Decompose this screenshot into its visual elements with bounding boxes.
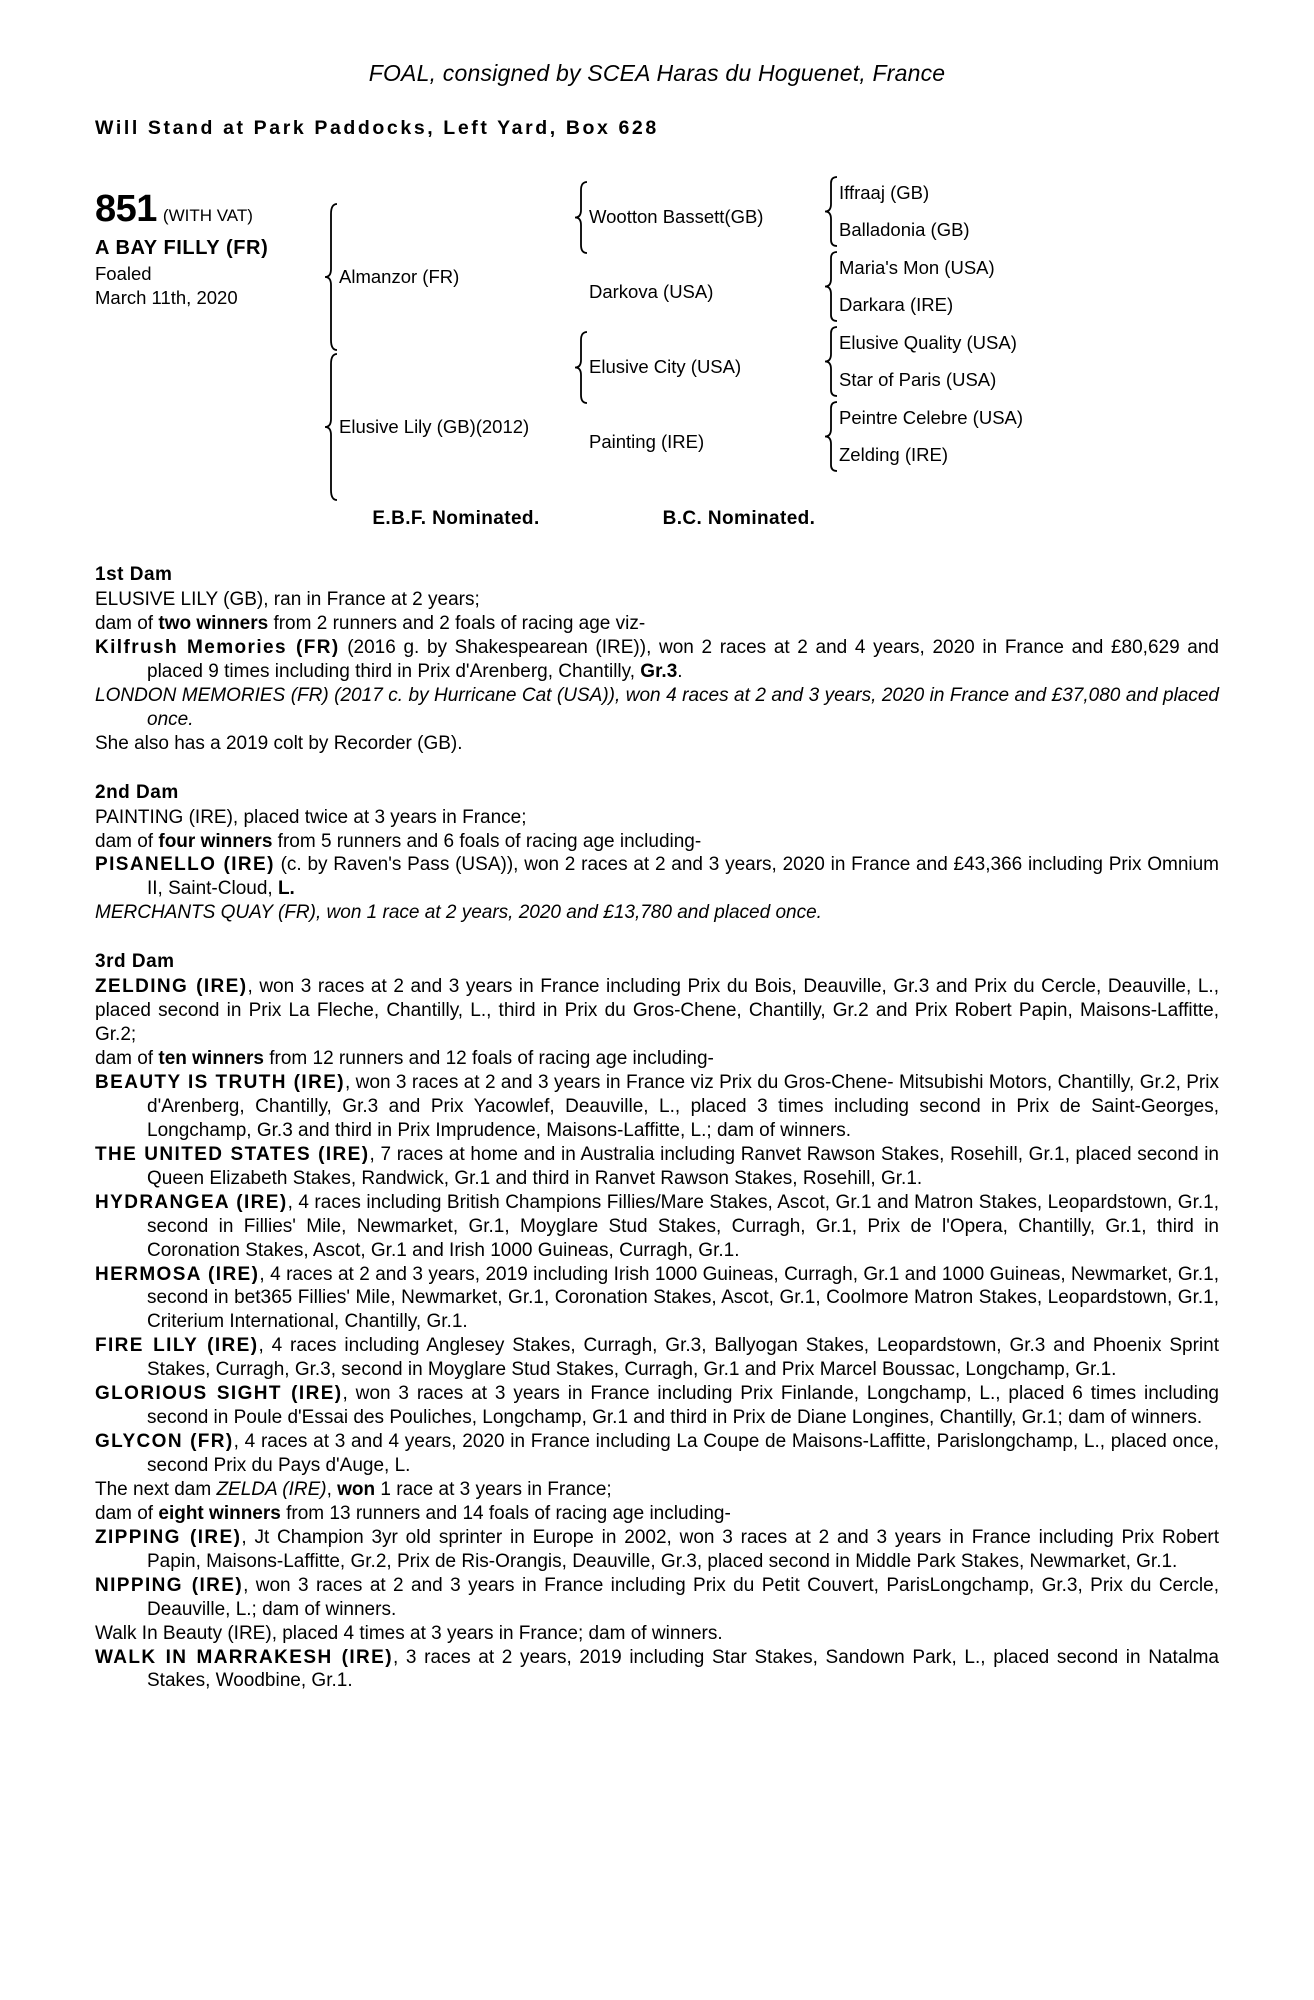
pedigree-generation-2 (573, 174, 823, 480)
gen3-name-2: Balladonia (GB) (839, 219, 970, 241)
gen2-name-3: Elusive City (USA) (589, 356, 742, 378)
progeny-name: FIRE LILY (IRE) (95, 1335, 259, 1357)
dam-name: Elusive Lily (GB) (339, 415, 476, 437)
foaled-date: March 11th, 2020 (95, 286, 238, 308)
gen3-name-5: Elusive Quality (USA) (839, 331, 1017, 353)
gen3-pair-3 (823, 324, 1088, 399)
brace-icon (823, 249, 839, 324)
brace-icon (823, 399, 839, 474)
stand-location-line: Will Stand at Park Paddocks, Left Yard, Box 628 (95, 117, 659, 139)
progeny-text: , 4 races at 2 and 3 years, 2019 including Irish 1000 Guineas, Curragh, Gr.1 and 1000 Guineas, Newmarket, Gr.1, second in bet365 Fillies' Mile, Newmarket, Gr.1, Coronation Stakes, Ascot, Gr.1, Coolmore Matron Stakes, Leopardstown, Gr.1, Criterium International, Chantilly, Gr.1. (147, 1263, 1220, 1333)
progeny-text: , won 3 races at 2 and 3 years in France including Prix du Petit Couvert, ParisLongchamp, Gr.3, Prix du Cercle, Deauville, L.; dam of winners. (147, 1574, 1220, 1620)
gen3-pair-2-names (839, 249, 995, 324)
damof-pre: dam of (95, 612, 159, 634)
progeny-entry (95, 636, 1219, 684)
next-dam-name: ZELDA (IRE) (216, 1478, 327, 1500)
damof-post: from 13 runners and 14 foals of racing age including- (280, 1502, 731, 1524)
gen3-pair-1 (823, 174, 1088, 249)
first-dam-damof (95, 612, 1219, 636)
damof-count: two winners (158, 612, 269, 634)
first-dam-intro: ELUSIVE LILY (GB), ran in France at 2 years; (95, 589, 480, 610)
lot-number-line (95, 188, 323, 231)
progeny-text: , won 3 races at 3 years in France including Prix Finlande, Longchamp, L., placed 6 times including second in Poule d'Essai des Pouliches, Longchamp, Gr.1 and third in Prix de Diane Longines, Chantilly, Gr.1; dam of winners. (147, 1383, 1219, 1429)
gen2-row-1 (573, 180, 823, 255)
lot-vat-note: (WITH VAT) (162, 206, 253, 225)
spacer (573, 255, 589, 330)
progeny-entry (95, 1382, 1219, 1430)
brace-icon (573, 330, 589, 405)
pedigree-generation-3 (823, 174, 1088, 474)
gen2-row-4 (573, 405, 823, 480)
progeny-name: WALK IN MARRAKESH (IRE) (95, 1646, 393, 1668)
progeny-tail: . (677, 660, 683, 682)
gen3-name-3: Maria's Mon (USA) (839, 256, 995, 278)
dam-name-block (339, 352, 529, 502)
foaled-label: Foaled (95, 263, 152, 284)
progeny-name: GLYCON (FR) (95, 1431, 234, 1453)
first-dam-heading: 1st Dam (95, 564, 173, 585)
next-dam-intro: The next dam ZELDA (IRE), won 1 race at 3 years in France; (95, 1478, 612, 1500)
progeny-name: BEAUTY IS TRUTH (IRE) (95, 1072, 345, 1093)
second-dam-intro: PAINTING (IRE), placed twice at 3 years in France; (95, 806, 527, 828)
pedigree-generation-1 (323, 174, 573, 502)
progeny-text: , 3 races at 2 years, 2019 including Star Stakes, Sandown Park, L., placed second in Natalma Stakes, Woodbine, Gr.1. (147, 1646, 1219, 1692)
next-dam-post: 1 race at 3 years in France; (375, 1478, 612, 1500)
gen3-pair-1-names (839, 174, 970, 249)
dam-row (323, 352, 573, 502)
third-dam-heading: 3rd Dam (95, 951, 175, 973)
damof-count: four winners (158, 830, 273, 852)
progeny-entry (95, 1143, 1219, 1191)
damof-pre: dam of (95, 1048, 159, 1070)
third-dam-text: , won 3 races at 2 and 3 years in France including Prix du Bois, Deauville, Gr.3 and Prix du Cercle, Deauville, L., placed second in Prix La Fleche, Chantilly, L., third in Prix du Gros-Chene, Chantilly, Gr.2 and Prix Robert Papin, Maisons-Laffitte, Gr.2; (95, 976, 1219, 1046)
gen2-name-1-line2: (GB) (724, 206, 764, 228)
gen2-name-4: Painting (IRE) (589, 431, 705, 453)
gen3-name-6: Star of Paris (USA) (839, 369, 997, 391)
progeny-name: MERCHANTS QUAY (FR) (95, 902, 316, 924)
brace-icon (823, 324, 839, 399)
progeny-name: GLORIOUS SIGHT (IRE) (95, 1383, 343, 1405)
progeny-name: Kilfrush Memories (FR) (95, 636, 340, 658)
progeny-name: HERMOSA (IRE) (95, 1263, 260, 1285)
progeny-entry (95, 1574, 1219, 1622)
lot-number: 851 (95, 188, 157, 230)
brace-icon (323, 352, 339, 502)
gen3-pair-3-names (839, 324, 1017, 399)
brace-icon (573, 180, 589, 255)
progeny-text: (c. by Raven's Pass (USA)), won 2 races at 2 and 3 years, 2020 in France and £43,366 including Prix Omnium II, Saint-Cloud, (147, 854, 1219, 900)
progeny-text: , 7 races at home and in Australia including Ranvet Rawson Stakes, Rosehill, Gr.1, placed second in Queen Elizabeth Stakes, Randwick, Gr.1 and third in Ranvet Rawson Stakes, Rosehill, Gr.1. (147, 1143, 1219, 1189)
progeny-name: ZIPPING (IRE) (95, 1526, 242, 1548)
progeny-text: , 4 races including Anglesey Stakes, Curragh, Gr.3, Ballyogan Stakes, Leopardstown, Gr.3 and Phoenix Sprint Stakes, Curragh, Gr.3, second in Moyglare Stud Stakes, Curragh, Gr.1 and Prix Marcel Boussac, Longchamp, Gr.1. (147, 1335, 1219, 1381)
brace-icon (823, 174, 839, 249)
lot-details (95, 174, 323, 309)
damof-post: from 5 runners and 6 foals of racing age including- (272, 830, 702, 852)
progeny-entry (95, 1263, 1219, 1335)
gen3-name-7: Peintre Celebre (USA) (839, 406, 1024, 428)
third-dam-intro (95, 975, 1219, 1047)
progeny-entry (95, 1622, 1219, 1646)
progeny-text: , won 1 race at 2 years, 2020 and £13,780 and placed once. (315, 902, 822, 924)
gen2-name-2: Darkova (USA) (589, 281, 714, 303)
animal-description: A BAY FILLY (FR) (95, 237, 269, 259)
gen2-name-1 (589, 180, 763, 255)
brace-icon (323, 202, 339, 352)
progeny-grade: Gr.3 (640, 660, 678, 682)
next-dam-won: won (337, 1478, 376, 1500)
progeny-entry (95, 1334, 1219, 1382)
next-dam-damof (95, 1502, 1219, 1526)
progeny-entry (95, 901, 1219, 925)
gen3-name-1: Iffraaj (GB) (839, 181, 930, 203)
gen2-name-1-line1: Wootton Bassett (589, 206, 725, 228)
progeny-entry (95, 1191, 1219, 1263)
consignor-line: FOAL, consigned by SCEA Haras du Hoguenet, France (368, 60, 946, 86)
gen3-name-4: Darkara (IRE) (839, 294, 954, 316)
second-dam-heading: 2nd Dam (95, 781, 179, 803)
gen3-pair-2 (823, 249, 1088, 324)
progeny-name: PISANELLO (IRE) (95, 854, 275, 876)
next-dam-pre: The next dam (95, 1478, 217, 1500)
progeny-entry (95, 1071, 1219, 1143)
progeny-text: , 4 races at 3 and 4 years, 2020 in France including La Coupe de Maisons-Laffitte, Parislongchamp, L., placed once, second Prix du Pays d'Auge, L. (147, 1431, 1219, 1476)
gen3-name-8: Zelding (IRE) (839, 444, 948, 466)
progeny-name: NIPPING (IRE) (95, 1574, 244, 1596)
damof-pre: dam of (95, 1502, 159, 1524)
progeny-name: LONDON MEMORIES (FR) (95, 684, 329, 706)
sire-row (323, 202, 573, 352)
gen3-pair-4 (823, 399, 1088, 474)
progeny-name: THE UNITED STATES (IRE) (95, 1143, 370, 1165)
progeny-text: , placed 4 times at 3 years in France; dam of winners. (271, 1622, 723, 1644)
dam-year: (2012) (475, 415, 530, 437)
nomination-line (323, 508, 1219, 530)
progeny-entry (95, 1526, 1219, 1574)
progeny-text: (2017 c. by Hurricane Cat (USA)), won 4 races at 2 and 3 years, 2020 in France and £37,080 and placed once. (147, 684, 1219, 730)
gen2-row-2 (573, 255, 823, 330)
progeny-text: , 4 races including British Champions Fillies/Mare Stakes, Ascot, Gr.1 and Matron Stakes, Leopardstown, Gr.1, second in Fillies' Mile, Newmarket, Gr.1, Moyglare Stud Stakes, Curragh, Gr.1, Prix de l'Opera, Chantilly, Gr.1, third in Coronation Stakes, Ascot, Gr.1 and Irish 1000 Guineas, Curragh, Gr.1. (147, 1191, 1219, 1261)
progeny-entry (95, 853, 1219, 901)
gen3-pair-4-names (839, 399, 1023, 474)
progeny-name: HYDRANGEA (IRE) (95, 1191, 288, 1213)
progeny-entry (95, 1646, 1219, 1694)
progeny-text: , Jt Champion 3yr old sprinter in Europe in 2002, won 3 races at 2 and 3 years in France including Prix Robert Papin, Maisons-Laffitte, Gr.2, Prix de Ris-Orangis, Deauville, Gr.3, placed second in Middle Park Stakes, Newmarket, Gr.1. (147, 1526, 1219, 1572)
progeny-entry (95, 684, 1219, 732)
progeny-entry (95, 1430, 1219, 1478)
spacer (573, 405, 589, 480)
sire-name: Almanzor (FR) (339, 265, 460, 287)
pedigree-table (95, 174, 1219, 502)
progeny-text: (2016 g. by Shakespearean (IRE)), won 2 races at 2 and 4 years, 2020 in France and £80,629 and placed 9 times including third in Prix d'Arenberg, Chantilly, (147, 636, 1219, 682)
second-dam-damof (95, 830, 1219, 854)
damof-post: from 2 runners and 2 foals of racing age viz- (268, 612, 646, 634)
damof-pre: dam of (95, 830, 159, 852)
damof-post: from 12 runners and 12 foals of racing age including- (263, 1048, 714, 1070)
third-dam-damof (95, 1047, 1219, 1071)
progeny-text: , won 3 races at 2 and 3 years in France viz Prix du Gros-Chene- Mitsubishi Motors, Chantilly, Gr.2, Prix d'Arenberg, Chantilly, Gr.3 and Prix Yacowlef, Deauville, L., placed 3 times including second in Prix de Saint-Georges, Longchamp, Gr.3 and third in Prix Imprudence, Maisons-Laffitte, L.; dam of winners. (147, 1072, 1219, 1141)
damof-count: ten winners (158, 1048, 264, 1070)
gen2-row-3 (573, 330, 823, 405)
ebf-nominated: E.B.F. Nominated. (372, 508, 540, 529)
third-dam-name: ZELDING (IRE) (95, 976, 248, 998)
bc-nominated: B.C. Nominated. (662, 508, 816, 529)
progeny-name: Walk In Beauty (IRE) (95, 1622, 272, 1644)
damof-count: eight winners (158, 1502, 281, 1524)
progeny-grade: L. (277, 878, 295, 900)
first-dam-also: She also has a 2019 colt by Recorder (GB). (95, 732, 463, 754)
